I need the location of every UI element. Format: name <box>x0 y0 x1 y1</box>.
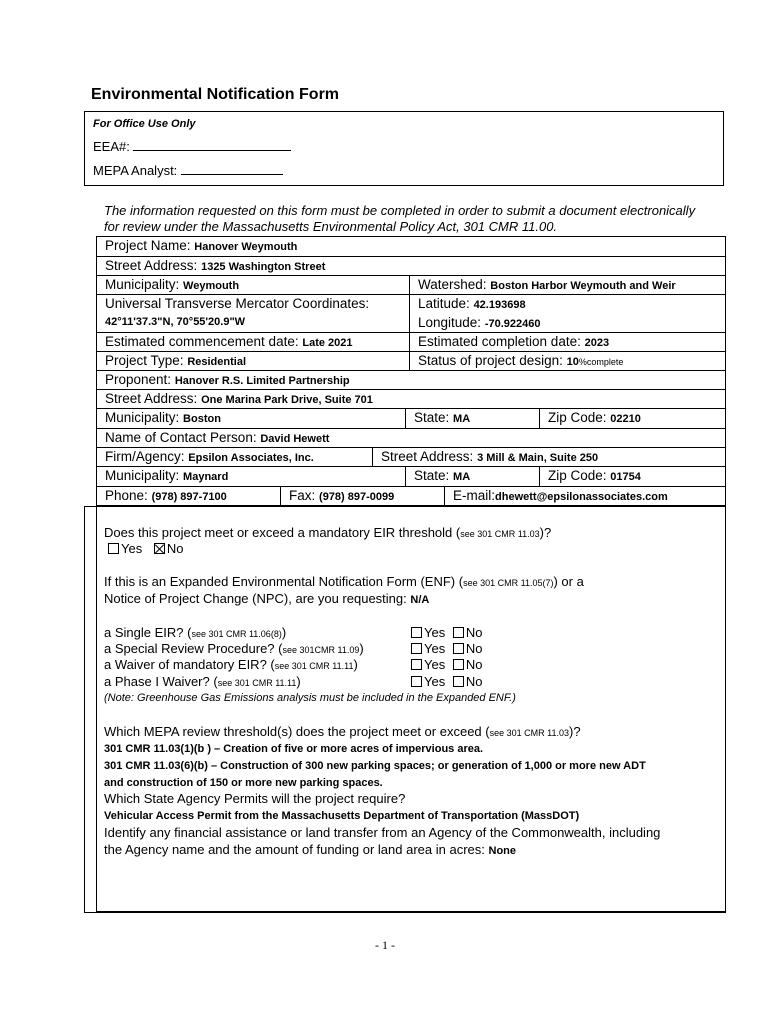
special-review-yes-checkbox[interactable] <box>411 643 422 654</box>
office-use-box <box>84 111 724 186</box>
commencement-value: Late 2021 <box>302 337 353 349</box>
enf-question-line1: If this is an Expanded Environmental Notification Form (ENF) (see 301 CMR 11.05(7)) or a <box>104 574 584 589</box>
row-phone-fax-email: Phone: (978) 897-7100 Fax: (978) 897-0099 E-mail:dhewett@epsilonassociates.com <box>97 486 725 506</box>
phase-waiver-yes-checkbox[interactable] <box>411 676 422 687</box>
waiver-no-checkbox[interactable] <box>453 659 464 670</box>
ghg-note: (Note: Greenhouse Gas Emissions analysis must be included in the Expanded ENF.) <box>104 692 516 704</box>
special-review-no-checkbox[interactable] <box>453 643 464 654</box>
contact-zip-value: 01754 <box>610 471 641 483</box>
page-number: - 1 - <box>375 938 395 952</box>
phase-waiver-options: Yes No <box>411 674 482 690</box>
mepa-analyst-line <box>93 163 283 178</box>
financial-question-line1: Identify any financial assistance or land transfer from an Agency of the Commonwealth, including <box>104 825 661 840</box>
threshold-answer-2: 301 CMR 11.03(6)(b) – Construction of 300 new parking spaces; or generation of 1,000 or more new ADT <box>104 760 646 772</box>
fax-value: (978) 897-0099 <box>319 491 395 503</box>
single-eir-item: a Single EIR? (see 301 CMR 11.06(8)) <box>104 625 287 640</box>
special-review-options: Yes No <box>411 641 482 657</box>
eir-no-checkbox[interactable] <box>154 543 165 554</box>
proponent-municipality-value: Boston <box>183 413 221 425</box>
proponent-zip-value: 02210 <box>610 413 641 425</box>
row-type-status: Project Type: Residential Status of project design: 10%complete <box>97 351 725 370</box>
project-name-value: Hanover Weymouth <box>194 241 298 253</box>
phase-waiver-item: a Phase I Waiver? (see 301 CMR 11.11) <box>104 674 301 689</box>
row-proponent-street: Street Address: One Marina Park Drive, Suite 701 <box>97 389 725 408</box>
longitude-value: -70.922460 <box>484 318 541 330</box>
status-value: 10 <box>566 356 579 368</box>
row-firm: Firm/Agency: Epsilon Associates, Inc. Street Address: 3 Mill & Main, Suite 250 <box>97 447 725 466</box>
project-type-value: Residential <box>187 356 246 368</box>
waiver-options: Yes No <box>411 657 482 673</box>
contact-name-value: David Hewett <box>260 433 330 445</box>
threshold-answer-1: 301 CMR 11.03(1)(b ) – Creation of five or more acres of impervious area. <box>104 743 484 755</box>
eea-number-field[interactable] <box>133 140 291 151</box>
row-dates: Estimated commencement date: Late 2021 Estimated completion date: 2023 <box>97 332 725 351</box>
office-use-label: For Office Use Only <box>93 118 196 130</box>
eir-question: Does this project meet or exceed a mandatory EIR threshold (see 301 CMR 11.03)? <box>104 525 552 540</box>
proponent-value: Hanover R.S. Limited Partnership <box>174 375 350 387</box>
row-project-name: Project Name: Hanover Weymouth <box>105 238 298 253</box>
phone-value: (978) 897-7100 <box>151 491 227 503</box>
eir-yes-checkbox[interactable] <box>108 543 119 554</box>
mepa-analyst-field[interactable] <box>181 164 283 175</box>
eir-answer: Yes No <box>108 541 183 557</box>
permits-answer: Vehicular Access Permit from the Massachusetts Department of Transportation (MassDOT) <box>104 810 580 822</box>
permits-question: Which State Agency Permits will the project require? <box>104 791 406 806</box>
proponent-state-value: MA <box>453 413 471 425</box>
financial-answer: None <box>488 845 516 857</box>
utm-label: Universal Transverse Mercator Coordinates: <box>105 296 370 311</box>
form-title: Environmental Notification Form <box>91 86 340 103</box>
contact-municipality-value: Maynard <box>183 471 229 483</box>
intro-text: The information requested on this form must be completed in order to submit a document electronically for review under the Massachusetts Environmental Policy Act, 301 CMR 11.00. <box>104 203 696 234</box>
firm-street-value: 3 Mill & Main, Suite 250 <box>477 452 599 464</box>
completion-value: 2023 <box>584 337 610 349</box>
threshold-answer-3: and construction of 150 or more new parking spaces. <box>104 777 383 789</box>
row-proponent: Proponent: Hanover R.S. Limited Partnership <box>97 370 725 389</box>
phase-waiver-no-checkbox[interactable] <box>453 676 464 687</box>
row-proponent-municipality: Municipality: Boston State: MA Zip Code: 02210 <box>97 408 725 428</box>
enf-answer: N/A <box>410 594 430 606</box>
email-value: dhewett@epsilonassociates.com <box>495 491 668 503</box>
eea-label: EEA#: <box>93 139 130 154</box>
watershed-value: Boston Harbor Weymouth and Weir <box>490 280 676 292</box>
row-coordinates: Universal Transverse Mercator Coordinates: 42°11'37.3"N, 70°55'20.9"W Latitude: 42.193698 Longitude: -70.922460 <box>97 294 725 332</box>
single-eir-options: Yes No <box>411 625 482 641</box>
financial-question-line2: the Agency name and the amount of funding or land area in acres: None <box>104 842 516 857</box>
threshold-question: Which MEPA review threshold(s) does the project meet or exceed (see 301 CMR 11.03)? <box>104 724 581 739</box>
latitude-value: 42.193698 <box>473 299 526 311</box>
waiver-item: a Waiver of mandatory EIR? (see 301 CMR 11.11) <box>104 657 358 672</box>
mepa-analyst-label: MEPA Analyst: <box>93 163 178 178</box>
contact-state-value: MA <box>453 471 471 483</box>
row-contact-municipality: Municipality: Maynard State: MA Zip Code: 01754 <box>97 466 725 486</box>
single-eir-no-checkbox[interactable] <box>453 627 464 638</box>
project-street-value: 1325 Washington Street <box>201 261 326 273</box>
firm-value: Epsilon Associates, Inc. <box>188 452 314 464</box>
row-project-municipality: Municipality: Weymouth Watershed: Boston Harbor Weymouth and Weir <box>97 275 725 294</box>
single-eir-yes-checkbox[interactable] <box>411 627 422 638</box>
utm-value: 42°11'37.3"N, 70°55'20.9"W <box>105 316 246 328</box>
special-review-item: a Special Review Procedure? (see 301CMR 11.09) <box>104 641 364 656</box>
row-project-street: Street Address: 1325 Washington Street <box>97 256 725 275</box>
project-municipality-value: Weymouth <box>183 280 240 292</box>
waiver-yes-checkbox[interactable] <box>411 659 422 670</box>
row-contact-name: Name of Contact Person: David Hewett <box>97 428 725 447</box>
eea-number-line <box>93 139 291 154</box>
proponent-street-value: One Marina Park Drive, Suite 701 <box>201 394 373 406</box>
project-info-table <box>96 236 726 506</box>
enf-question-line2: Notice of Project Change (NPC), are you requesting: N/A <box>104 591 430 606</box>
